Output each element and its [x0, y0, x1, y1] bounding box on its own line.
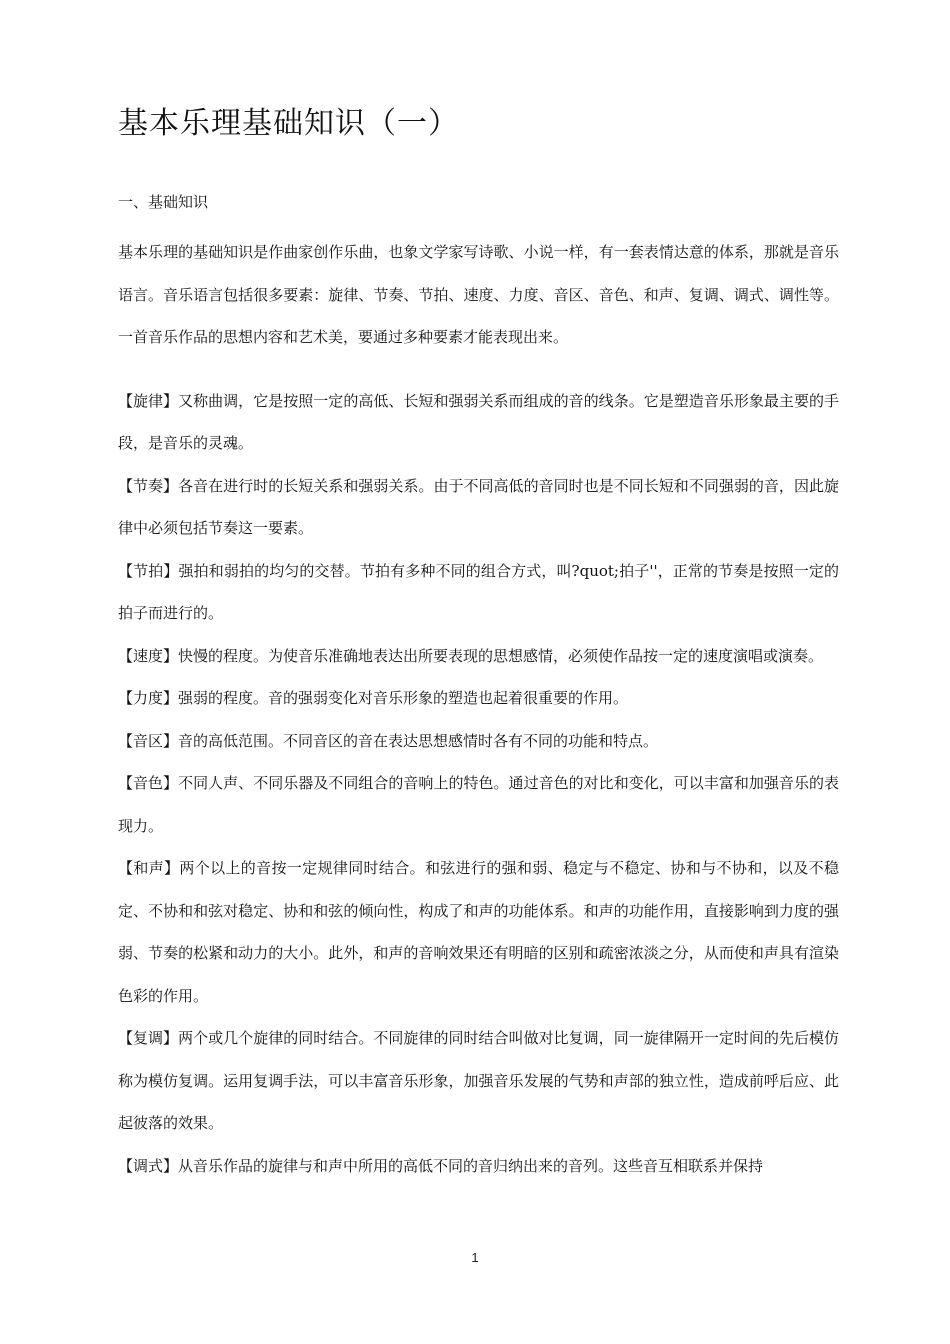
- term-label: 【音色】: [118, 774, 179, 792]
- term-text: 强拍和弱拍的均匀的交替。节拍有多种不同的组合方式，叫?quot;拍子''，正常的节奏是按照一定的拍子而进行的。: [118, 561, 839, 622]
- term-text: 不同人声、不同乐器及不同组合的音响上的特色。通过音色的对比和变化，可以丰富和加强音乐的表现力。: [118, 774, 839, 835]
- term-label: 【音区】: [118, 731, 179, 750]
- term-label: 【速度】: [118, 646, 179, 665]
- intro-paragraph: 基本乐理的基础知识是作曲家创作乐曲，也象文学家写诗歌、小说一样，有一套表情达意的体系，那就是音乐语言。音乐语言包括很多要素：旋律、节奏、节拍、速度、力度、音区、音色、和声、复调、调式、调性等。一首音乐作品的思想内容和艺术美，要通过多种要素才能表现出来。: [118, 243, 839, 346]
- section-heading: 一、基础知识: [118, 193, 209, 211]
- term-paragraph-dynamics: [118, 677, 839, 720]
- term-label: 【力度】: [118, 689, 179, 707]
- term-label: 【和声】: [118, 859, 180, 877]
- term-paragraph-timbre: [118, 762, 839, 847]
- term-paragraph-meter: [118, 550, 839, 635]
- term-text: 两个或几个旋律的同时结合。不同旋律的同时结合叫做对比复调，同一旋律隔开一定时间的先后模仿称为模仿复调。运用复调手法，可以丰富音乐形象，加强音乐发展的气势和声部的独立性，造成前呼后应、此起彼落的效果。: [118, 1029, 839, 1132]
- term-label: 【复调】: [118, 1029, 179, 1047]
- term-text: 两个以上的音按一定规律同时结合。和弦进行的强和弱、稳定与不稳定、协和与不协和，以及不稳定、不协和和弦对稳定、协和和弦的倾向性，构成了和声的功能体系。和声的功能作用，直接影响到力度的强弱、节奏的松紧和动力的大小。此外，和声的音响效果还有明暗的区别和疏密浓淡之分，从而使和声具有渲染色彩的作用。: [118, 859, 839, 1005]
- term-paragraph-melody: [118, 380, 839, 465]
- term-label: 【节拍】: [118, 561, 179, 580]
- term-paragraph-mode: [118, 1145, 839, 1188]
- term-text: 强弱的程度。音的强弱变化对音乐形象的塑造也起着很重要的作用。: [178, 689, 629, 707]
- page-number: 1: [471, 1250, 479, 1265]
- document-title: 基本乐理基础知识（一）: [118, 106, 459, 141]
- term-label: 【旋律】: [118, 391, 179, 410]
- term-paragraph-tempo: [118, 635, 839, 678]
- term-label: 【节奏】: [118, 476, 179, 495]
- term-text: 从音乐作品的旋律与和声中所用的高低不同的音归纳出来的音列。这些音互相联系并保持: [178, 1156, 764, 1175]
- term-text: 快慢的程度。为使音乐准确地表达出所要表现的思想感情，必须使作品按一定的速度演唱或演奏。: [178, 646, 824, 665]
- term-text: 又称曲调，它是按照一定的高低、长短和强弱关系而组成的音的线条。它是塑造音乐形象最主要的手段，是音乐的灵魂。: [118, 391, 839, 452]
- term-paragraph-harmony: [118, 847, 839, 1017]
- term-paragraph-polyphony: [118, 1017, 839, 1145]
- term-paragraph-register: [118, 720, 839, 763]
- document-body: [118, 231, 839, 1187]
- term-label: 【调式】: [118, 1156, 179, 1175]
- term-text: 各音在进行时的长短关系和强弱关系。由于不同高低的音同时也是不同长短和不同强弱的音，因此旋律中必须包括节奏这一要素。: [118, 476, 839, 537]
- term-text: 音的高低范围。不同音区的音在表达思想感情时各有不同的功能和特点。: [178, 731, 659, 750]
- term-paragraph-rhythm: [118, 465, 839, 550]
